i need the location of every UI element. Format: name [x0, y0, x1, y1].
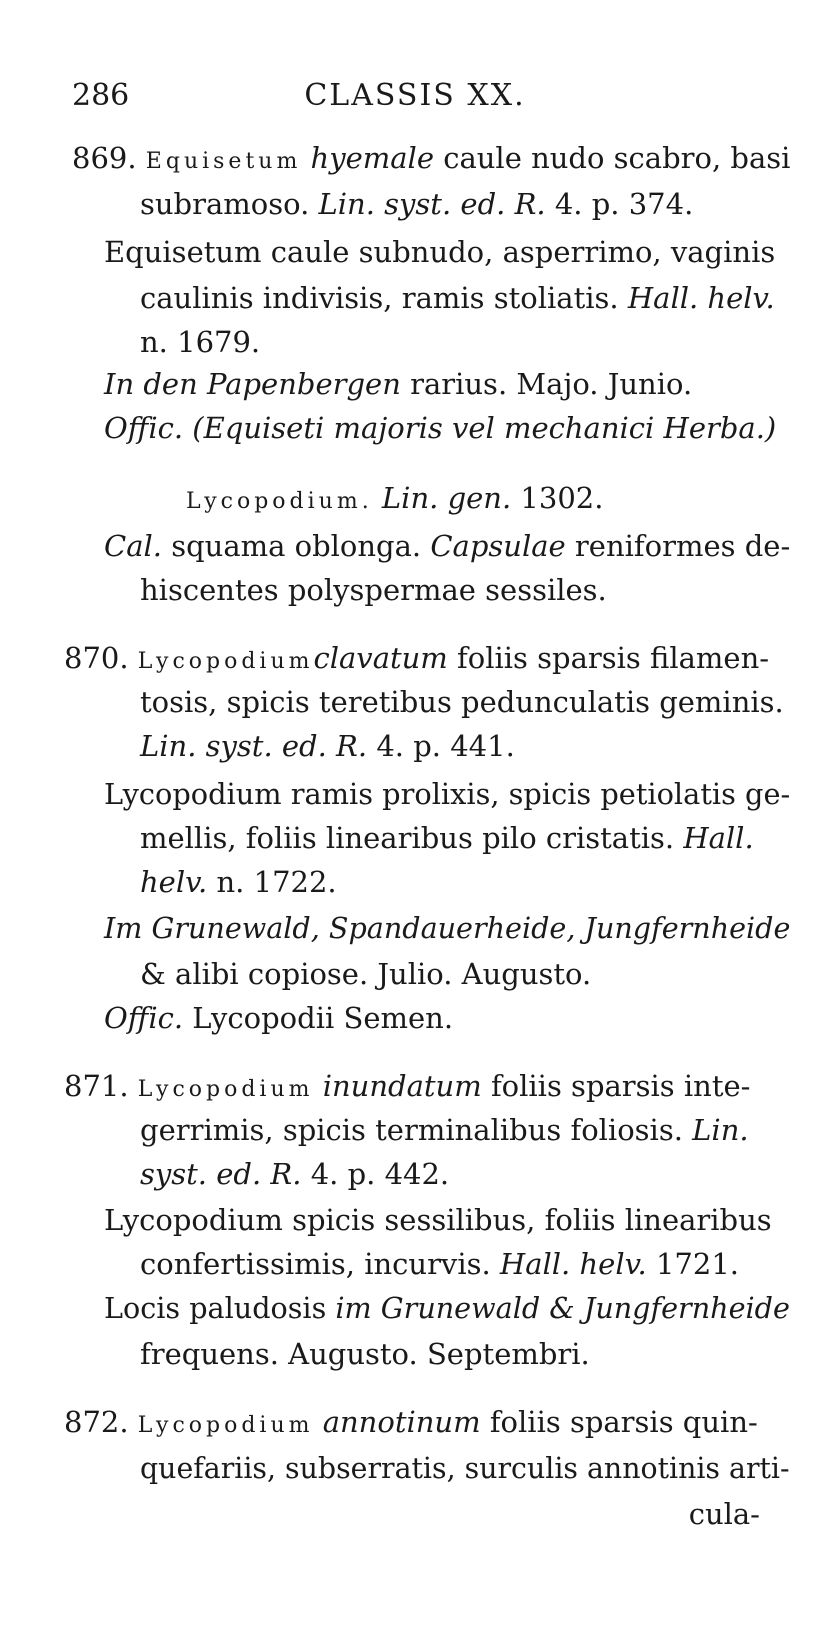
entry-870-locality-2: & alibi copiose. Julio. Augusto.	[140, 957, 592, 991]
reference-abbrev: Lin. syst. ed. R.	[140, 729, 368, 763]
species-name: annotinum	[322, 1405, 481, 1439]
description-text: foliis sparsis inte-	[490, 1069, 751, 1103]
entry-869-synonym-1: Equisetum caule subnudo, asperrimo, vaginis	[104, 235, 776, 269]
entry-number: 869.	[72, 141, 137, 175]
reference-page: 4. p. 442.	[310, 1157, 450, 1191]
entry-870-officinal	[104, 1001, 454, 1035]
officinal-label: Offic.	[104, 1001, 184, 1035]
entry-869-line-2	[140, 187, 694, 221]
reference-number: 1721.	[655, 1247, 740, 1281]
description-text: foliis sparsis quin-	[489, 1405, 758, 1439]
synonym-text: confertissimis, incurvis.	[140, 1247, 491, 1281]
entry-871-synonym-2	[140, 1247, 740, 1281]
entry-869-officinal: Offic. (Equiseti majoris vel mechanici Herba.)	[104, 411, 777, 445]
entry-870-synonym-1: Lycopodium ramis prolixis, spicis petiolatis ge-	[104, 777, 791, 811]
genus-heading	[186, 481, 604, 515]
genus-reference: Lin. gen.	[381, 481, 512, 515]
catchword: cula-	[688, 1497, 760, 1531]
entry-870-synonym-3	[140, 865, 337, 899]
entry-number: 871.	[64, 1069, 129, 1103]
page-number: 286	[72, 78, 130, 113]
species-name: clavatum	[313, 641, 448, 675]
genus-name: Lycopodium	[137, 1077, 314, 1102]
genus-character-line-2: hiscentes polyspermae sessiles.	[140, 573, 607, 607]
entry-871-locality-2: frequens. Augusto. Septembri.	[140, 1337, 590, 1371]
genus-reference-number: 1302.	[520, 481, 604, 515]
reference-page: 4. p. 374.	[554, 187, 694, 221]
description-text: subramoso.	[140, 187, 310, 221]
reference-abbrev: Hall. helv.	[627, 281, 775, 315]
character-text: squama oblonga.	[171, 529, 422, 563]
reference-abbrev: Hall.	[683, 821, 754, 855]
reference-abbrev: Hall. helv.	[499, 1247, 647, 1281]
description-text: gerrimis, spicis terminalibus foliosis.	[140, 1113, 683, 1147]
entry-869-synonym-3: n. 1679.	[140, 325, 261, 359]
synonym-text: caulinis indivisis, ramis stoliatis.	[140, 281, 619, 315]
description-text: caule nudo scabro, basi	[443, 141, 791, 175]
genus-character-line-1	[104, 529, 791, 563]
locality-place: im Grunewald & Jungfernheide	[335, 1291, 790, 1325]
synonym-text: mellis, foliis linearibus pilo cristatis.	[140, 821, 675, 855]
entry-869-line-1	[72, 141, 791, 175]
entry-871-line-3	[140, 1157, 450, 1191]
entry-number: 870.	[64, 641, 129, 675]
species-name: inundatum	[322, 1069, 482, 1103]
entry-871-locality-1	[104, 1291, 790, 1325]
locality-text: Locis paludosis	[104, 1291, 327, 1325]
entry-872-line-2: quefariis, subserratis, surculis annotinis arti-	[140, 1451, 790, 1485]
character-text: reniformes de-	[574, 529, 791, 563]
entry-871-line-1	[64, 1069, 751, 1103]
entry-869-locality	[104, 367, 693, 401]
reference-page: 4. p. 441.	[376, 729, 515, 763]
entry-870-line-2: tosis, spicis teretibus pedunculatis geminis.	[140, 685, 784, 719]
entry-870-locality-1: Im Grunewald, Spandauerheide, Jungfernheide	[104, 911, 791, 945]
entry-871-line-2	[140, 1113, 749, 1147]
reference-abbrev: Lin. syst. ed. R.	[318, 187, 546, 221]
reference-number: n. 1722.	[216, 865, 337, 899]
officinal-text: Lycopodii Semen.	[192, 1001, 454, 1035]
entry-870-line-3	[140, 729, 515, 763]
entry-872-line-1	[64, 1405, 758, 1439]
locality-text: rarius. Majo. Junio.	[410, 367, 693, 401]
genus-heading-name: Lycopodium.	[186, 489, 373, 514]
genus-name: Lycopodium	[137, 649, 314, 674]
description-text: foliis sparsis filamen-	[457, 641, 770, 675]
genus-name: Lycopodium	[137, 1413, 314, 1438]
reference-abbrev: syst. ed. R.	[140, 1157, 302, 1191]
page-header-title: CLASSIS XX.	[304, 78, 526, 113]
reference-abbrev: helv.	[140, 865, 208, 899]
capsule-label: Capsulae	[430, 529, 566, 563]
reference-abbrev: Lin.	[692, 1113, 749, 1147]
species-name: hyemale	[310, 141, 434, 175]
entry-870-line-1	[64, 641, 770, 675]
entry-871-synonym-1: Lycopodium spicis sessilibus, foliis linearibus	[104, 1203, 772, 1237]
entry-870-synonym-2	[140, 821, 754, 855]
entry-869-synonym-2	[140, 281, 775, 315]
entry-number: 872.	[64, 1405, 129, 1439]
locality-place: In den Papenbergen	[104, 367, 401, 401]
genus-name: Equisetum	[145, 149, 302, 174]
calyx-label: Cal.	[104, 529, 162, 563]
